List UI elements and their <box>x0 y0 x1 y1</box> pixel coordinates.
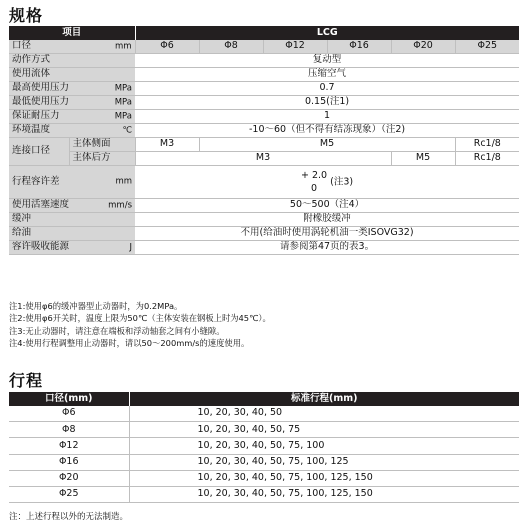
table-row <box>9 470 519 486</box>
stroke-bore: Φ16 <box>9 454 129 470</box>
note-1: 注1:使用φ6的缓冲器型止动器时，为0.2MPa。 <box>9 301 183 311</box>
port-side-value: Rc1/8 <box>455 138 519 152</box>
stroke-header-standard: 标准行程(mm) <box>291 392 358 404</box>
speed-label: 使用活塞速度 <box>12 199 70 211</box>
absorption-unit: J <box>129 241 133 252</box>
row-action <box>9 54 519 68</box>
stroke-values: 10, 20, 30, 40, 50, 75 <box>129 422 519 438</box>
tolerance-values <box>301 169 327 195</box>
bore-value: Φ12 <box>263 40 327 54</box>
row-temperature <box>9 124 519 138</box>
row-max-pressure <box>9 82 519 96</box>
proof-pressure-label: 保证耐压力 <box>12 110 60 122</box>
max-pressure-label: 最高使用压力 <box>12 82 70 94</box>
row-port-rear <box>9 152 519 166</box>
port-rear-value: M5 <box>391 152 455 166</box>
lubrication-label: 给油 <box>9 227 135 241</box>
fluid-label: 使用流体 <box>9 68 135 82</box>
cushion-label: 缓冲 <box>9 213 135 227</box>
bore-value: Φ20 <box>391 40 455 54</box>
port-side-label: 主体侧面 <box>69 138 135 152</box>
stroke-bore: Φ12 <box>9 438 129 454</box>
stroke-footnote: 注：上述行程以外的无法制造。 <box>9 512 129 522</box>
bore-value: Φ6 <box>135 40 199 54</box>
row-cushion <box>9 213 519 227</box>
max-pressure-value: 0.7 <box>135 82 519 96</box>
port-label: 连接口径 <box>9 138 69 166</box>
row-proof-pressure <box>9 110 519 124</box>
table-row <box>9 422 519 438</box>
min-pressure-label: 最低使用压力 <box>12 96 70 108</box>
row-lubrication <box>9 227 519 241</box>
bore-label: 口径 <box>12 40 32 52</box>
proof-pressure-unit: MPa <box>114 110 133 121</box>
port-rear-value: M3 <box>135 152 391 166</box>
min-pressure-value: 0.15(注1) <box>135 96 519 110</box>
tolerance-lower: 0 <box>311 183 318 194</box>
bore-value: Φ8 <box>199 40 263 54</box>
speed-value: 50～500（注4） <box>135 199 519 213</box>
stroke-bore: Φ8 <box>9 422 129 438</box>
stroke-values: 10, 20, 30, 40, 50 <box>129 406 519 422</box>
stroke-bore: Φ6 <box>9 406 129 422</box>
temperature-label: 环境温度 <box>12 124 51 136</box>
note-3: 注3:无止动器时，请注意在端板和浮动轴套之间有小缝隙。 <box>9 325 225 336</box>
lubrication-value: 不用(给油时使用涡轮机油一类ISOVG32) <box>135 227 519 241</box>
bore-value: Φ16 <box>327 40 391 54</box>
tolerance-upper: + 2.0 <box>300 170 328 181</box>
stroke-bore: Φ20 <box>9 470 129 486</box>
tolerance-note: (注3) <box>330 176 354 188</box>
note-2: 注2:使用φ6开关时，温度上限为50℃（主体安装在钢板上时为45℃）。 <box>9 313 271 324</box>
row-stroke-tolerance <box>9 166 519 199</box>
stroke-table <box>9 392 519 503</box>
action-label: 动作方式 <box>9 54 135 68</box>
row-port-side <box>9 138 519 152</box>
row-bore <box>9 40 519 54</box>
bore-unit: mm <box>114 40 132 51</box>
spec-section-title: 规格 <box>9 6 44 25</box>
absorption-label: 容许吸收能源 <box>12 241 70 253</box>
stroke-section-title: 行程 <box>9 371 44 390</box>
table-row <box>9 454 519 470</box>
header-model: LCG <box>316 26 338 38</box>
header-item: 项目 <box>9 26 135 40</box>
fluid-value: 压缩空气 <box>135 68 519 82</box>
bore-value: Φ25 <box>455 40 519 54</box>
spec-notes <box>9 300 271 349</box>
table-row <box>9 486 519 502</box>
max-pressure-unit: MPa <box>114 82 133 93</box>
stroke-values: 10, 20, 30, 40, 50, 75, 100 <box>129 438 519 454</box>
port-rear-label: 主体后方 <box>69 152 135 166</box>
action-value: 复动型 <box>135 54 519 68</box>
table-row <box>9 438 519 454</box>
stroke-values: 10, 20, 30, 40, 50, 75, 100, 125, 150 <box>129 470 519 486</box>
stroke-tolerance-label: 行程容许差 <box>12 175 60 187</box>
min-pressure-unit: MPa <box>114 96 133 107</box>
row-speed <box>9 199 519 213</box>
stroke-bore: Φ25 <box>9 486 129 502</box>
spec-header-row <box>9 26 519 40</box>
port-side-value: M5 <box>199 138 455 152</box>
note-4: 注4:使用行程调整用止动器时，请以50～200mm/s的速度使用。 <box>9 337 250 348</box>
stroke-header-row <box>9 392 519 406</box>
table-row <box>9 406 519 422</box>
temperature-value: -10～60（但不得有结冻现象）（注2) <box>135 124 519 138</box>
stroke-tolerance-unit: mm <box>115 176 133 187</box>
port-side-value: M3 <box>135 138 199 152</box>
spec-table <box>9 26 519 255</box>
stroke-values: 10, 20, 30, 40, 50, 75, 100, 125 <box>129 454 519 470</box>
row-fluid <box>9 68 519 82</box>
speed-unit: mm/s <box>108 199 133 210</box>
absorption-value: 请参阅第47页的表3。 <box>135 241 519 255</box>
stroke-header-bore: 口径(mm) <box>9 392 129 406</box>
row-min-pressure <box>9 96 519 110</box>
stroke-values: 10, 20, 30, 40, 50, 75, 100, 125, 150 <box>129 486 519 502</box>
cushion-value: 附橡胶缓冲 <box>135 213 519 227</box>
row-absorption <box>9 241 519 255</box>
proof-pressure-value: 1 <box>135 110 519 124</box>
temperature-unit: ℃ <box>122 124 133 135</box>
port-rear-value: Rc1/8 <box>455 152 519 166</box>
